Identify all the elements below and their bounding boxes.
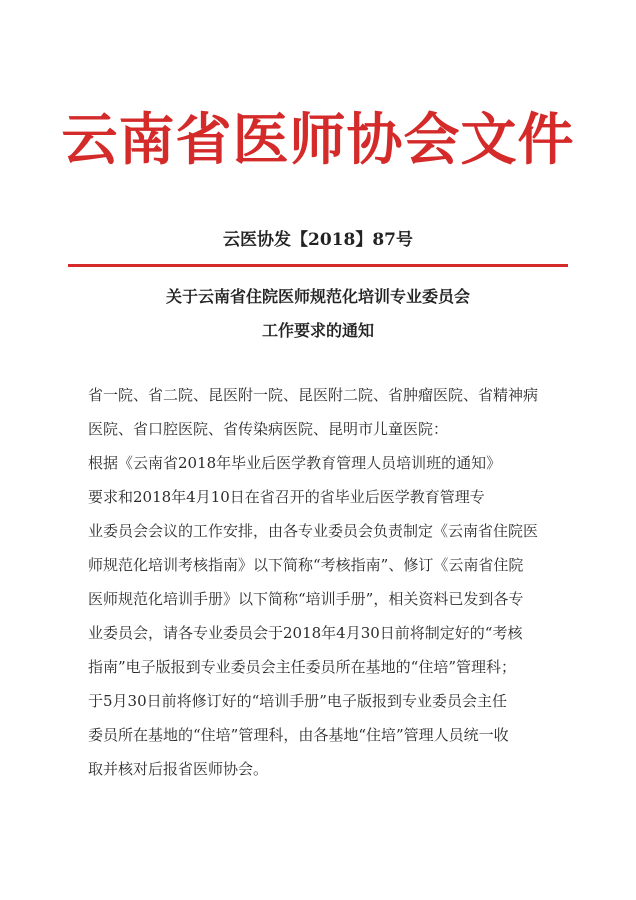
notice-title-line-1: 关于云南省住院医师规范化培训专业委员会 (165, 287, 470, 306)
paragraph-line: 业委员会，请各专业委员会于2018年4月30日前将制定好的“考核 (88, 624, 523, 642)
document-header-title: 云南省医师协会文件 (61, 107, 575, 173)
paragraph-line: 指南”电子版报到专业委员会主任委员所在基地的“住培”管理科； (88, 658, 517, 676)
addressee-line: 医院、省口腔医院、省传染病医院、昆明市儿童医院： (88, 420, 449, 438)
paragraph-line: 师规范化培训考核指南》以下简称“考核指南”、修订《云南省住院 (88, 556, 524, 574)
paragraph-line: 要求和2018年4月10日在省召开的省毕业后医学教育管理专 (88, 488, 485, 506)
paragraph-line: 取并核对后报省医师协会。 (88, 760, 269, 778)
paragraph-line: 业委员会会议的工作安排，由各专业委员会负责制定《云南省住院医 (88, 522, 539, 540)
paragraph-line: 委员所在基地的“住培”管理科，由各基地“住培”管理人员统一收 (88, 726, 509, 744)
paragraph-line: 于5月30日前将修订好的“培训手册”电子版报到专业委员会主任 (88, 692, 507, 710)
paragraph-line: 根据《云南省2018年毕业后医学教育管理人员培训班的通知》 (88, 454, 502, 472)
notice-title-line-2: 工作要求的通知 (261, 321, 374, 340)
document-number: 云医协发【2018】87号 (223, 230, 413, 250)
paragraph-line: 医师规范化培训手册》以下简称“培训手册”，相关资料已发到各专 (88, 590, 524, 608)
red-divider-line (68, 264, 568, 267)
addressee-line: 省一院、省二院、昆医附一院、昆医附二院、省肿瘤医院、省精神病 (88, 386, 539, 404)
